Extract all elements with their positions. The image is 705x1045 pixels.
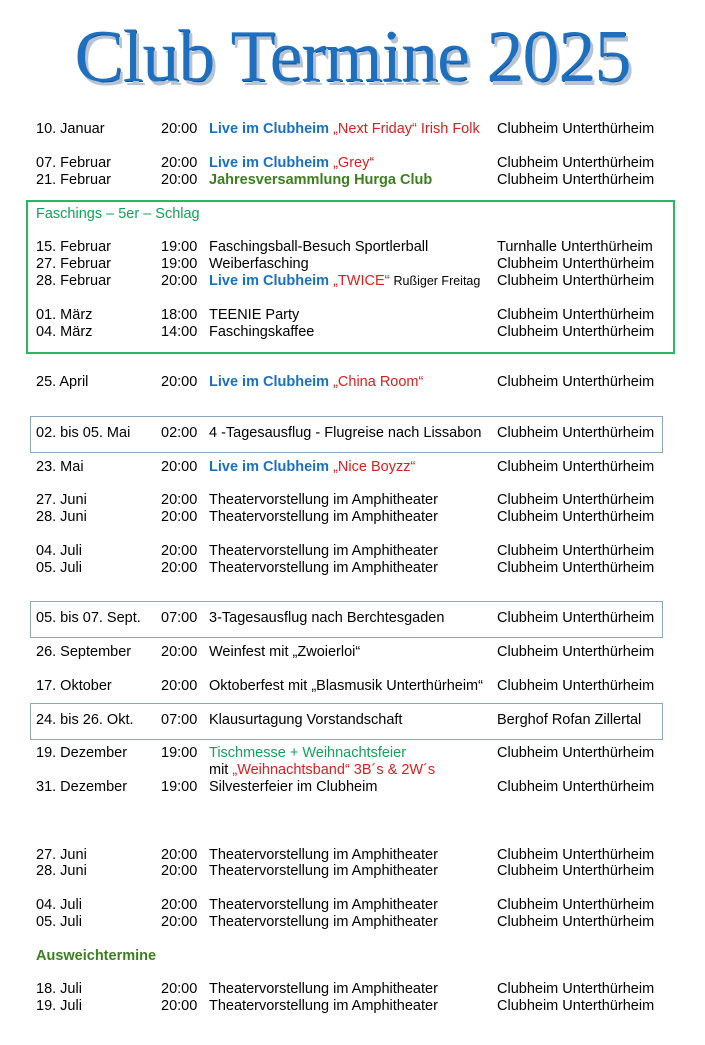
event-title: Theatervorstellung im Amphitheater <box>209 543 438 559</box>
event-time: 07:00 <box>161 712 198 728</box>
live-act: „Grey“ <box>333 155 375 171</box>
live-label: Live im Clubheim <box>209 273 330 289</box>
event-row <box>0 425 705 442</box>
event-location: Turnhalle Unterthürheim <box>497 239 653 255</box>
live-act: „China Room“ <box>333 374 424 390</box>
event-time: 07:00 <box>161 610 198 626</box>
event-time: 20:00 <box>161 374 198 390</box>
event-time: 14:00 <box>161 324 198 340</box>
event-title <box>209 273 480 290</box>
event-time: 20:00 <box>161 678 198 694</box>
event-location: Clubheim Unterthürheim <box>497 779 655 795</box>
event-time: 19:00 <box>161 239 198 255</box>
live-act: „Next Friday“ Irish Folk <box>333 121 480 137</box>
event-location: Clubheim Unterthürheim <box>497 273 655 289</box>
event-location: Clubheim Unterthürheim <box>497 897 655 913</box>
event-title: Faschingsball-Besuch Sportlerball <box>209 239 429 255</box>
event-title: Faschingskaffee <box>209 324 315 340</box>
event-time: 20:00 <box>161 560 198 576</box>
event-row <box>0 121 705 138</box>
event-location: Clubheim Unterthürheim <box>497 981 655 997</box>
event-title <box>209 155 374 172</box>
event-time: 19:00 <box>161 779 198 795</box>
event-location: Clubheim Unterthürheim <box>497 863 655 879</box>
event-date: 05. bis 07. Sept. <box>36 610 141 626</box>
event-row <box>0 863 705 880</box>
event-row <box>0 172 705 189</box>
event-date: 19. Dezember <box>36 745 128 761</box>
event-date: 31. Dezember <box>36 779 128 795</box>
event-time: 20:00 <box>161 492 198 508</box>
event-title: Theatervorstellung im Amphitheater <box>209 981 438 997</box>
event-location: Clubheim Unterthürheim <box>497 425 655 441</box>
event-date: 28. Juni <box>36 863 87 879</box>
live-act: „TWICE“ <box>333 273 390 289</box>
event-row <box>0 256 705 273</box>
live-act: „Nice Boyzz“ <box>333 459 416 475</box>
event-location: Clubheim Unterthürheim <box>497 543 655 559</box>
event-location: Clubheim Unterthürheim <box>497 324 655 340</box>
event-time: 19:00 <box>161 256 198 272</box>
page-title: Club Termine 2025 <box>74 16 631 98</box>
event-title: Oktoberfest mit „Blasmusik Unterthürheim“ <box>209 678 483 694</box>
event-time: 20:00 <box>161 273 198 289</box>
event-location: Clubheim Unterthürheim <box>497 459 655 475</box>
event-date: 05. Juli <box>36 560 82 576</box>
event-row <box>0 560 705 577</box>
event-title: Theatervorstellung im Amphitheater <box>209 847 438 863</box>
event-subtitle-prefix: mit <box>209 762 233 778</box>
event-time: 20:00 <box>161 981 198 997</box>
event-date: 23. Mai <box>36 459 84 475</box>
ausweich-heading-row <box>0 948 705 965</box>
event-title: Theatervorstellung im Amphitheater <box>209 509 438 525</box>
event-location: Clubheim Unterthürheim <box>497 374 655 390</box>
event-location: Clubheim Unterthürheim <box>497 610 655 626</box>
event-title: Theatervorstellung im Amphitheater <box>209 998 438 1014</box>
event-date: 10. Januar <box>36 121 105 137</box>
event-location: Clubheim Unterthürheim <box>497 560 655 576</box>
event-title: Theatervorstellung im Amphitheater <box>209 560 438 576</box>
event-date: 01. März <box>36 307 93 323</box>
event-date: 17. Oktober <box>36 678 112 694</box>
event-row <box>0 492 705 509</box>
event-date: 26. September <box>36 644 132 660</box>
event-title <box>209 374 423 391</box>
event-row <box>0 543 705 560</box>
event-row <box>0 273 705 290</box>
event-location: Clubheim Unterthürheim <box>497 256 655 272</box>
event-date: 07. Februar <box>36 155 111 171</box>
event-location: Clubheim Unterthürheim <box>497 745 655 761</box>
live-label: Live im Clubheim <box>209 155 330 171</box>
event-location: Clubheim Unterthürheim <box>497 678 655 694</box>
fasching-heading-row <box>0 206 705 223</box>
event-title: 4 -Tagesausflug - Flugreise nach Lissabon <box>209 425 482 441</box>
event-row <box>0 914 705 931</box>
event-row-continuation <box>0 762 705 779</box>
event-location: Clubheim Unterthürheim <box>497 121 655 137</box>
event-location: Clubheim Unterthürheim <box>497 492 655 508</box>
event-title: Theatervorstellung im Amphitheater <box>209 863 438 879</box>
event-row <box>0 509 705 526</box>
event-time: 18:00 <box>161 307 198 323</box>
event-extra: Rußiger Freitag <box>393 274 481 288</box>
band-suffix: 3B´s & 2W´s <box>349 762 436 778</box>
event-location: Clubheim Unterthürheim <box>497 172 655 188</box>
event-row <box>0 678 705 695</box>
event-date: 18. Juli <box>36 981 82 997</box>
band-name: „Weihnachtsband“ <box>232 762 350 778</box>
event-location: Clubheim Unterthürheim <box>497 509 655 525</box>
event-location: Clubheim Unterthürheim <box>497 155 655 171</box>
event-time: 19:00 <box>161 745 198 761</box>
ausweich-heading: Ausweichtermine <box>36 948 157 964</box>
event-date: 27. Juni <box>36 847 87 863</box>
event-title <box>209 459 415 476</box>
event-row <box>0 324 705 341</box>
event-row <box>0 847 705 864</box>
event-time: 20:00 <box>161 172 198 188</box>
event-title: Theatervorstellung im Amphitheater <box>209 492 438 508</box>
event-subtitle <box>209 762 435 779</box>
event-date: 21. Februar <box>36 172 111 188</box>
event-time: 02:00 <box>161 425 198 441</box>
event-date: 28. Februar <box>36 273 111 289</box>
event-date: 19. Juli <box>36 998 82 1014</box>
event-time: 20:00 <box>161 644 198 660</box>
event-title: Theatervorstellung im Amphitheater <box>209 914 438 930</box>
fasching-heading: Faschings – 5er – Schlag <box>36 206 200 222</box>
event-time: 20:00 <box>161 847 198 863</box>
event-date: 15. Februar <box>36 239 111 255</box>
live-label: Live im Clubheim <box>209 459 330 475</box>
event-row <box>0 374 705 391</box>
live-label: Live im Clubheim <box>209 121 330 137</box>
event-location: Clubheim Unterthürheim <box>497 644 655 660</box>
event-location: Clubheim Unterthürheim <box>497 998 655 1014</box>
event-time: 20:00 <box>161 998 198 1014</box>
event-title <box>209 121 480 138</box>
event-date: 05. Juli <box>36 914 82 930</box>
event-row <box>0 998 705 1015</box>
event-title: Silvesterfeier im Clubheim <box>209 779 378 795</box>
event-time: 20:00 <box>161 914 198 930</box>
event-date: 04. Juli <box>36 897 82 913</box>
event-location: Clubheim Unterthürheim <box>497 307 655 323</box>
event-title: Weiberfasching <box>209 256 309 272</box>
event-date: 27. Februar <box>36 256 111 272</box>
event-location: Berghof Rofan Zillertal <box>497 712 642 728</box>
event-time: 20:00 <box>161 863 198 879</box>
event-title: TEENIE Party <box>209 307 300 323</box>
event-date: 04. Juli <box>36 543 82 559</box>
event-title: Tischmesse + Weihnachtsfeier <box>209 745 407 761</box>
event-row <box>0 981 705 998</box>
event-title: 3-Tagesausflug nach Berchtesgaden <box>209 610 445 626</box>
event-time: 20:00 <box>161 155 198 171</box>
event-title: Weinfest mit „Zwoierloi“ <box>209 644 361 660</box>
event-row <box>0 307 705 324</box>
event-time: 20:00 <box>161 543 198 559</box>
event-title: Klausurtagung Vorstandschaft <box>209 712 403 728</box>
event-time: 20:00 <box>161 897 198 913</box>
event-row <box>0 610 705 627</box>
event-row <box>0 712 705 729</box>
event-row <box>0 155 705 172</box>
event-row <box>0 897 705 914</box>
event-row <box>0 239 705 256</box>
event-time: 20:00 <box>161 459 198 475</box>
event-row <box>0 745 705 762</box>
event-row <box>0 779 705 796</box>
event-date: 04. März <box>36 324 93 340</box>
live-label: Live im Clubheim <box>209 374 330 390</box>
event-date: 02. bis 05. Mai <box>36 425 131 441</box>
event-time: 20:00 <box>161 509 198 525</box>
event-title: Theatervorstellung im Amphitheater <box>209 897 438 913</box>
event-date: 25. April <box>36 374 89 390</box>
event-location: Clubheim Unterthürheim <box>497 914 655 930</box>
event-row <box>0 459 705 476</box>
event-title: Jahresversammlung Hurga Club <box>209 172 433 188</box>
event-location: Clubheim Unterthürheim <box>497 847 655 863</box>
event-date: 27. Juni <box>36 492 87 508</box>
event-date: 28. Juni <box>36 509 87 525</box>
event-date: 24. bis 26. Okt. <box>36 712 134 728</box>
event-time: 20:00 <box>161 121 198 137</box>
event-row <box>0 644 705 661</box>
